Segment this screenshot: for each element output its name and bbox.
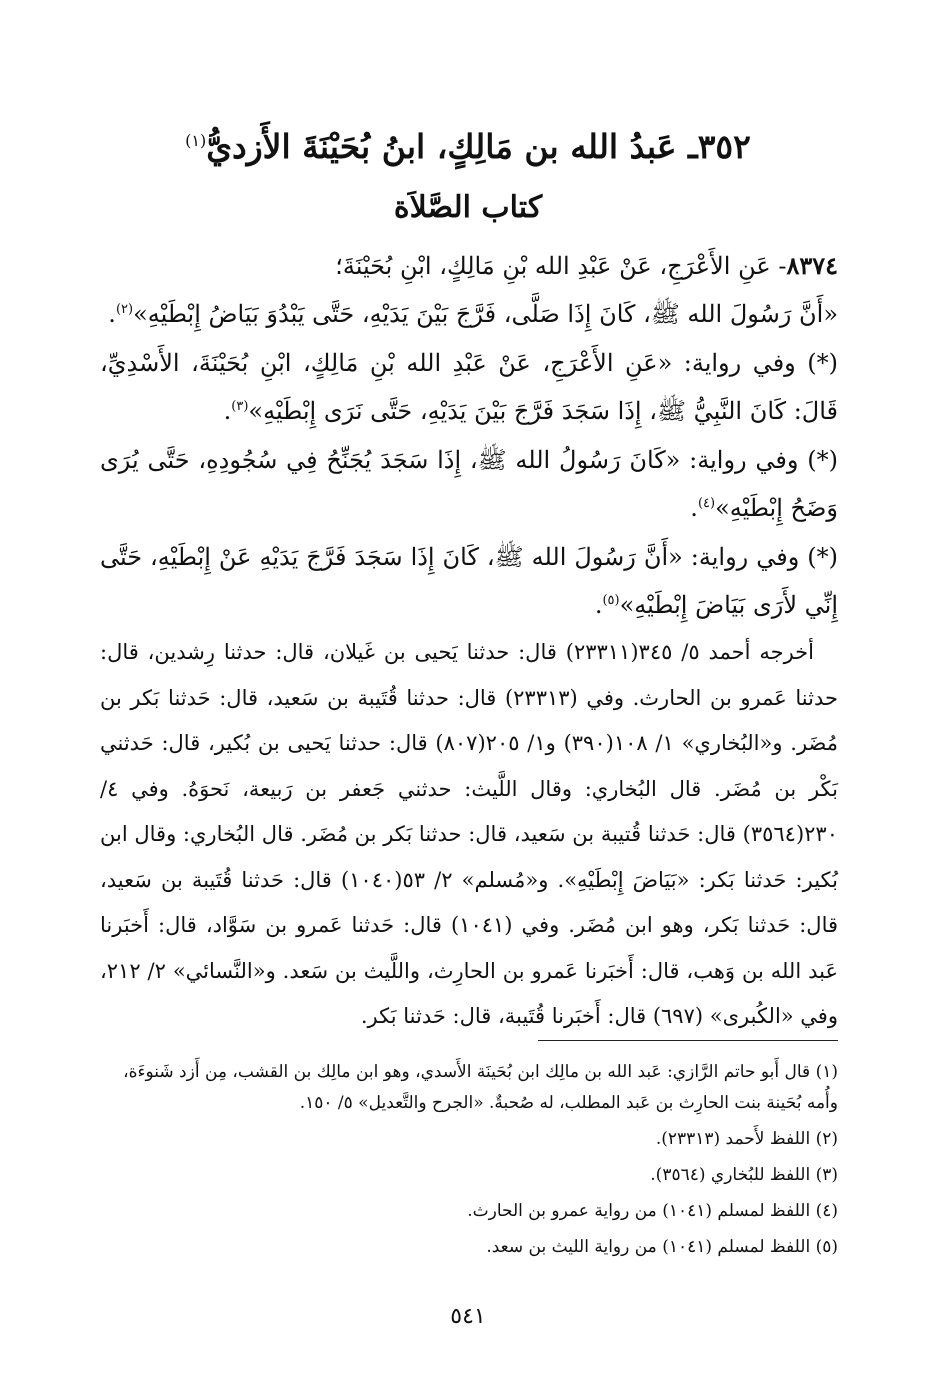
takhrij-block (100, 630, 838, 1040)
footnotes (100, 1057, 838, 1268)
book-title: كتاب الصَّلاَة (393, 190, 543, 225)
narration-footnote-ref[interactable]: (٤) (697, 496, 716, 511)
footnote: (٣) اللفظ للبُخاري (٣٥٦٤). (650, 1165, 838, 1185)
narration-text: (*) وفي رواية: «عَنِ الأَعْرَجِ، عَنْ عَبْدِ الله بْنِ مَالِكٍ، ابْنِ بُحَيْنَةَ، الأَسْدِيِّ، قَالَ: كَانَ النَّبِيُّ ﷺ، إِذَا سَجَدَ فَرَّجَ بَيْنَ يَدَيْهِ، حَتَّى نَرَى إِبْطَيْهِ» (100, 349, 838, 425)
narration-text: (*) وفي رواية: «أَنَّ رَسُولَ الله ﷺ، كَانَ إِذَا سَجَدَ فَرَّجَ يَدَيْهِ عَنْ إِبْطَيْهِ، حَتَّى إِنِّي لأَرَى بَيَاضَ إِبْطَيْهِ» (100, 543, 838, 619)
hadith-number: ٨٣٧٤ (786, 251, 838, 280)
hadith-chain: - عَنِ الأَعْرَجِ، عَنْ عَبْدِ الله بْنِ مَالِكٍ، ابْنِ بُحَيْنَةَ؛ (335, 252, 787, 280)
narration-paragraph: (*) وفي رواية: «عَنِ الأَعْرَجِ، عَنْ عَبْدِ الله بْنِ مَالِكٍ، ابْنِ بُحَيْنَةَ، الأَسْدِيِّ، قَالَ: كَانَ النَّبِيُّ ﷺ، إِذَا سَجَدَ فَرَّجَ بَيْنَ يَدَيْهِ، حَتَّى نَرَى إِبْطَيْهِ»$^{(٣)}$. (100, 349, 838, 425)
narration-text: (*) وفي رواية: «كَانَ رَسُولُ الله ﷺ، إِذَا سَجَدَ يُجَنِّحُ فِي سُجُودِهِ، حَتَّى يُرَى وَضَحُ إِبْطَيْهِ» (100, 446, 838, 522)
narration-footnote-ref[interactable]: (٥) (602, 593, 620, 608)
footnote: (٥) اللفظ لمسلم (١٠٤١) من رواية الليث بن سعد. (486, 1237, 838, 1257)
hadith-footnote-ref[interactable]: (٢) (115, 302, 134, 317)
hadith-text: «أَنَّ رَسُولَ الله ﷺ، كَانَ إِذَا صَلَّى، فَرَّجَ بَيْنَ يَدَيْهِ، حَتَّى يَبْدُوَ بَيَاضُ إِبْطَيْهِ» (133, 300, 838, 328)
hadith-block (100, 244, 838, 633)
hadith-chain-paragraph: ٨٣٧٤- عَنِ الأَعْرَجِ، عَنْ عَبْدِ الله بْنِ مَالِكٍ، ابْنِ بُحَيْنَةَ؛ «أَنَّ رَسُولَ الله ﷺ، كَانَ إِذَا صَلَّى، فَرَّجَ بَيْنَ يَدَيْهِ، حَتَّى يَبْدُوَ بَيَاضُ إِبْطَيْهِ»$^{(٢)}$. (108, 251, 838, 328)
footnote: (٢) اللفظ لأَحمد (٢٣٣١٣). (655, 1129, 838, 1149)
narration-footnote-ref[interactable]: (٣) (231, 399, 249, 414)
page-number: ٥٤١ (450, 1304, 486, 1329)
narration-paragraph: (*) وفي رواية: «أَنَّ رَسُولَ الله ﷺ، كَانَ إِذَا سَجَدَ فَرَّجَ يَدَيْهِ عَنْ إِبْطَيْهِ، حَتَّى إِنِّي لأَرَى بَيَاضَ إِبْطَيْهِ»$^{(٥)}$. (100, 543, 838, 619)
takhrij-text: أخرجه أحمد ٥/ ٣٤٥(٢٣٣١١) قال: حدثنا يَحيى بن غَيلان، قال: حدثنا رِشدين، قال: حدثنا عَمرو بن الحارث. وفي (٢٣٣١٣) قال: حدثنا قُتَيبة بن سَعيد، قال: حَدثنا بَكر بن مُضَر. و«البُخاري» ١/ ١٠٨(٣٩٠) و١/ ٢٠٥(٨٠٧) قال: حدثنا يَحيى بن بُكير، قال: حَدثني بَكْر بن مُضَر. قال البُخاري: وقال اللَّيث: حدثني جَعفر بن رَبيعة، نَحوَهُ. وفي ٤/ ٢٣٠(٣٥٦٤) قال: حَدثنا قُتيبة بن سَعيد، قال: حدثنا بَكر بن مُضَر. قال البُخاري: وقال ابن بُكير: حَدثنا بَكر: «بَيَاضَ إِبْطَيْهِ». و«مُسلم» ٢/ ٥٣(١٠٤٠) قال: حَدثنا قُتَيبة بن سَعيد، قال: حَدثنا بَكر، وهو ابن مُضَر. وفي (١٠٤١) قال: حَدثنا عَمرو بن سَوَّاد، قال: أَخبَرنا عَبد الله بن وَهب، قال: أَخبَرنا عَمرو بن الحارِث، واللَّيث بن سَعد. و«النَّسائي» ٢/ ٢١٢، وفي «الكُبرى» (٦٩٧) قال: أَخبَرنا قُتَيبة، قال: حَدثنا بَكر. (100, 640, 839, 1028)
chapter-heading (100, 118, 836, 170)
footnote: (٤) اللفظ لمسلم (١٠٤١) من رواية عمرو بن الحارث. (467, 1201, 838, 1221)
chapter-heading-footnote-ref[interactable]: (١) (185, 131, 207, 150)
footnote: (١) قال أَبو حاتم الرَّازي: عَبد الله بن مالِك ابن بُحَينَة الأَسدي، وهو ابن مالِك بن القشب، مِن أَزد شَنوءَة، وأُمه بُحَينة بنت الحارِث بن عَبد المطلب، له صُحبةٌ. «الجرح والتَّعديل» ٥/ ١٥٠. (123, 1062, 838, 1113)
chapter-heading-text: ٣٥٢ـ عَبدُ الله بن مَالِكٍ، ابنُ بُحَيْنَةَ الأَزديُّ (206, 127, 751, 166)
narration-paragraph: (*) وفي رواية: «كَانَ رَسُولُ الله ﷺ، إِذَا سَجَدَ يُجَنِّحُ فِي سُجُودِهِ، حَتَّى يُرَى وَضَحُ إِبْطَيْهِ»$^{(٤)}$. (100, 446, 838, 522)
footnote-divider (538, 1040, 838, 1041)
